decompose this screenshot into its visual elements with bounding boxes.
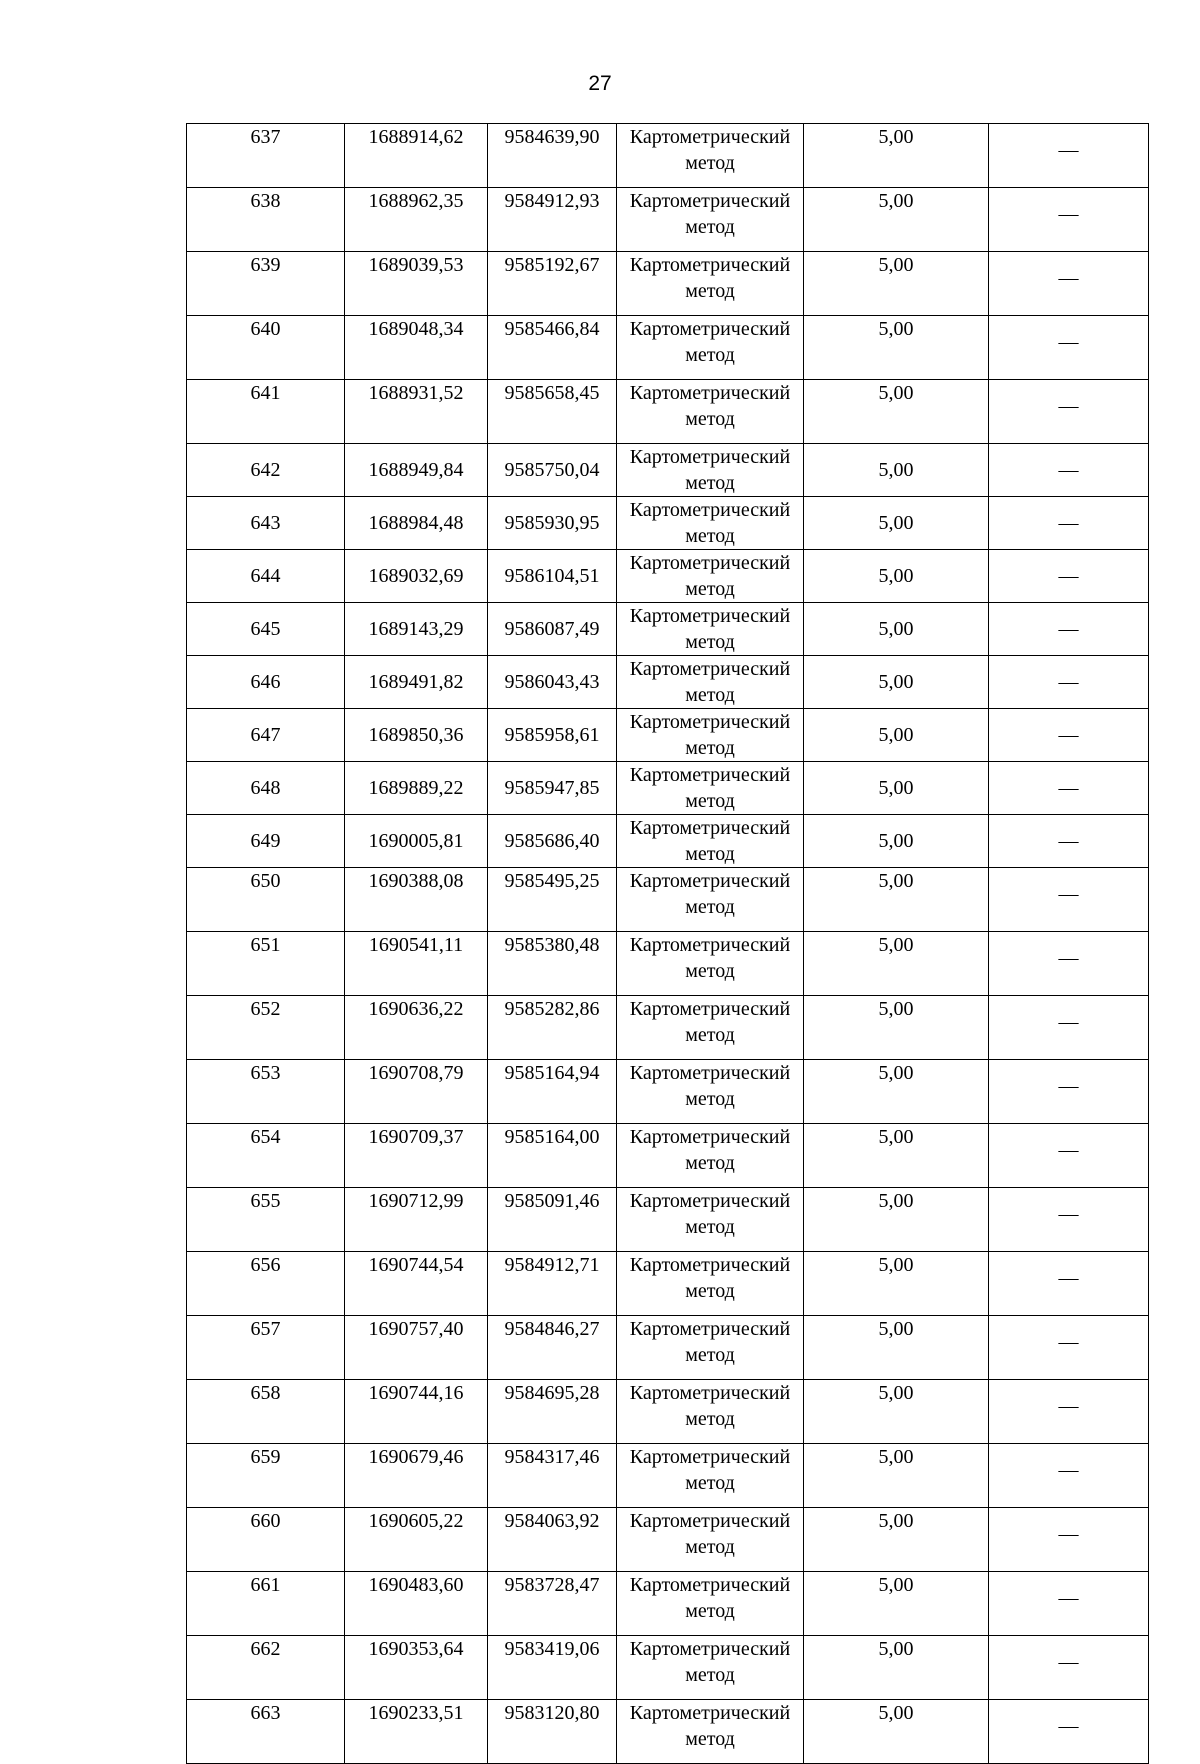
note-cell [989, 1380, 1149, 1444]
table-row [187, 1060, 1149, 1124]
y-coordinate-cell: 9584912,93 [488, 188, 617, 252]
coordinates-table [186, 123, 1149, 1764]
em-dash: — [1058, 883, 1079, 905]
method-cell: Картометрический метод [617, 1060, 804, 1124]
precision-cell: 5,00 [804, 497, 989, 550]
y-coordinate-cell: 9583120,80 [488, 1700, 617, 1764]
em-dash: — [1058, 1139, 1079, 1161]
method-cell: Картометрический метод [617, 1572, 804, 1636]
y-coordinate-cell: 9585164,00 [488, 1124, 617, 1188]
x-coordinate-cell: 1689048,34 [345, 316, 488, 380]
method-cell: Картометрический метод [617, 550, 804, 603]
x-coordinate-cell: 1690541,11 [345, 932, 488, 996]
note-cell [989, 868, 1149, 932]
precision-cell: 5,00 [804, 996, 989, 1060]
em-dash: — [1058, 1075, 1079, 1097]
x-coordinate-cell: 1690712,99 [345, 1188, 488, 1252]
point-number-cell: 641 [187, 380, 345, 444]
y-coordinate-cell: 9585947,85 [488, 762, 617, 815]
precision-cell: 5,00 [804, 1124, 989, 1188]
table-row [187, 1380, 1149, 1444]
precision-cell: 5,00 [804, 380, 989, 444]
precision-cell: 5,00 [804, 932, 989, 996]
y-coordinate-cell: 9584846,27 [488, 1316, 617, 1380]
x-coordinate-cell: 1690605,22 [345, 1508, 488, 1572]
precision-cell: 5,00 [804, 316, 989, 380]
point-number-cell: 658 [187, 1380, 345, 1444]
point-number-cell: 653 [187, 1060, 345, 1124]
table-row [187, 656, 1149, 709]
precision-cell: 5,00 [804, 1060, 989, 1124]
note-cell [989, 1636, 1149, 1700]
x-coordinate-cell: 1690233,51 [345, 1700, 488, 1764]
x-coordinate-cell: 1690636,22 [345, 996, 488, 1060]
em-dash: — [1058, 777, 1079, 799]
x-coordinate-cell: 1688949,84 [345, 444, 488, 497]
method-cell: Картометрический метод [617, 1380, 804, 1444]
precision-cell: 5,00 [804, 188, 989, 252]
em-dash: — [1058, 724, 1079, 746]
em-dash: — [1058, 618, 1079, 640]
note-cell [989, 1060, 1149, 1124]
note-cell [989, 996, 1149, 1060]
table-row [187, 1444, 1149, 1508]
note-cell [989, 932, 1149, 996]
em-dash: — [1058, 671, 1079, 693]
note-cell [989, 603, 1149, 656]
y-coordinate-cell: 9586104,51 [488, 550, 617, 603]
note-cell [989, 124, 1149, 188]
point-number-cell: 654 [187, 1124, 345, 1188]
x-coordinate-cell: 1689039,53 [345, 252, 488, 316]
table-row [187, 1124, 1149, 1188]
point-number-cell: 661 [187, 1572, 345, 1636]
point-number-cell: 657 [187, 1316, 345, 1380]
note-cell [989, 1124, 1149, 1188]
x-coordinate-cell: 1690744,54 [345, 1252, 488, 1316]
note-cell [989, 252, 1149, 316]
precision-cell: 5,00 [804, 1316, 989, 1380]
table-row [187, 815, 1149, 868]
note-cell [989, 1252, 1149, 1316]
x-coordinate-cell: 1690709,37 [345, 1124, 488, 1188]
em-dash: — [1058, 565, 1079, 587]
precision-cell: 5,00 [804, 124, 989, 188]
note-cell [989, 815, 1149, 868]
precision-cell: 5,00 [804, 252, 989, 316]
x-coordinate-cell: 1688931,52 [345, 380, 488, 444]
method-cell: Картометрический метод [617, 1124, 804, 1188]
note-cell [989, 380, 1149, 444]
method-cell: Картометрический метод [617, 762, 804, 815]
method-cell: Картометрический метод [617, 252, 804, 316]
x-coordinate-cell: 1689850,36 [345, 709, 488, 762]
point-number-cell: 663 [187, 1700, 345, 1764]
x-coordinate-cell: 1690483,60 [345, 1572, 488, 1636]
point-number-cell: 649 [187, 815, 345, 868]
y-coordinate-cell: 9585282,86 [488, 996, 617, 1060]
method-cell: Картометрический метод [617, 380, 804, 444]
note-cell [989, 1316, 1149, 1380]
point-number-cell: 659 [187, 1444, 345, 1508]
note-cell [989, 1508, 1149, 1572]
y-coordinate-cell: 9585930,95 [488, 497, 617, 550]
method-cell: Картометрический метод [617, 1444, 804, 1508]
y-coordinate-cell: 9585958,61 [488, 709, 617, 762]
em-dash: — [1058, 830, 1079, 852]
note-cell [989, 656, 1149, 709]
method-cell: Картометрический метод [617, 124, 804, 188]
method-cell: Картометрический метод [617, 656, 804, 709]
x-coordinate-cell: 1690388,08 [345, 868, 488, 932]
y-coordinate-cell: 9585164,94 [488, 1060, 617, 1124]
x-coordinate-cell: 1690757,40 [345, 1316, 488, 1380]
precision-cell: 5,00 [804, 656, 989, 709]
method-cell: Картометрический метод [617, 497, 804, 550]
y-coordinate-cell: 9585686,40 [488, 815, 617, 868]
y-coordinate-cell: 9583728,47 [488, 1572, 617, 1636]
precision-cell: 5,00 [804, 1572, 989, 1636]
em-dash: — [1058, 1523, 1079, 1545]
table-row [187, 444, 1149, 497]
precision-cell: 5,00 [804, 444, 989, 497]
point-number-cell: 642 [187, 444, 345, 497]
method-cell: Картометрический метод [617, 316, 804, 380]
point-number-cell: 639 [187, 252, 345, 316]
table-row [187, 762, 1149, 815]
precision-cell: 5,00 [804, 762, 989, 815]
x-coordinate-cell: 1690353,64 [345, 1636, 488, 1700]
method-cell: Картометрический метод [617, 709, 804, 762]
point-number-cell: 660 [187, 1508, 345, 1572]
table-row [187, 124, 1149, 188]
precision-cell: 5,00 [804, 868, 989, 932]
y-coordinate-cell: 9584639,90 [488, 124, 617, 188]
method-cell: Картометрический метод [617, 996, 804, 1060]
point-number-cell: 662 [187, 1636, 345, 1700]
coordinates-table-body [187, 124, 1149, 1764]
x-coordinate-cell: 1690744,16 [345, 1380, 488, 1444]
y-coordinate-cell: 9585495,25 [488, 868, 617, 932]
x-coordinate-cell: 1690679,46 [345, 1444, 488, 1508]
y-coordinate-cell: 9585380,48 [488, 932, 617, 996]
point-number-cell: 645 [187, 603, 345, 656]
y-coordinate-cell: 9583419,06 [488, 1636, 617, 1700]
table-row [187, 1316, 1149, 1380]
em-dash: — [1058, 1395, 1079, 1417]
point-number-cell: 651 [187, 932, 345, 996]
y-coordinate-cell: 9585091,46 [488, 1188, 617, 1252]
x-coordinate-cell: 1689143,29 [345, 603, 488, 656]
table-row [187, 603, 1149, 656]
precision-cell: 5,00 [804, 1444, 989, 1508]
table-row [187, 550, 1149, 603]
em-dash: — [1058, 1587, 1079, 1609]
x-coordinate-cell: 1688984,48 [345, 497, 488, 550]
table-row [187, 996, 1149, 1060]
precision-cell: 5,00 [804, 1188, 989, 1252]
table-row [187, 932, 1149, 996]
precision-cell: 5,00 [804, 603, 989, 656]
method-cell: Картометрический метод [617, 188, 804, 252]
point-number-cell: 650 [187, 868, 345, 932]
method-cell: Картометрический метод [617, 1316, 804, 1380]
em-dash: — [1058, 267, 1079, 289]
method-cell: Картометрический метод [617, 1508, 804, 1572]
table-row [187, 1252, 1149, 1316]
table-row [187, 1508, 1149, 1572]
table-row [187, 188, 1149, 252]
x-coordinate-cell: 1689889,22 [345, 762, 488, 815]
point-number-cell: 648 [187, 762, 345, 815]
y-coordinate-cell: 9584695,28 [488, 1380, 617, 1444]
note-cell [989, 762, 1149, 815]
method-cell: Картометрический метод [617, 1636, 804, 1700]
em-dash: — [1058, 1331, 1079, 1353]
point-number-cell: 652 [187, 996, 345, 1060]
precision-cell: 5,00 [804, 1252, 989, 1316]
y-coordinate-cell: 9585466,84 [488, 316, 617, 380]
method-cell: Картометрический метод [617, 1188, 804, 1252]
precision-cell: 5,00 [804, 815, 989, 868]
table-row [187, 1636, 1149, 1700]
note-cell [989, 550, 1149, 603]
em-dash: — [1058, 947, 1079, 969]
note-cell [989, 188, 1149, 252]
point-number-cell: 638 [187, 188, 345, 252]
x-coordinate-cell: 1688914,62 [345, 124, 488, 188]
y-coordinate-cell: 9585192,67 [488, 252, 617, 316]
note-cell [989, 444, 1149, 497]
point-number-cell: 637 [187, 124, 345, 188]
point-number-cell: 646 [187, 656, 345, 709]
method-cell: Картометрический метод [617, 1700, 804, 1764]
em-dash: — [1058, 139, 1079, 161]
em-dash: — [1058, 1715, 1079, 1737]
point-number-cell: 647 [187, 709, 345, 762]
precision-cell: 5,00 [804, 1508, 989, 1572]
method-cell: Картометрический метод [617, 868, 804, 932]
em-dash: — [1058, 512, 1079, 534]
y-coordinate-cell: 9585658,45 [488, 380, 617, 444]
y-coordinate-cell: 9585750,04 [488, 444, 617, 497]
em-dash: — [1058, 1651, 1079, 1673]
page-number: 27 [588, 72, 612, 95]
note-cell [989, 497, 1149, 550]
table-row [187, 1572, 1149, 1636]
table-row [187, 709, 1149, 762]
note-cell [989, 1700, 1149, 1764]
method-cell: Картометрический метод [617, 444, 804, 497]
x-coordinate-cell: 1690708,79 [345, 1060, 488, 1124]
precision-cell: 5,00 [804, 1636, 989, 1700]
method-cell: Картометрический метод [617, 1252, 804, 1316]
em-dash: — [1058, 331, 1079, 353]
table-row [187, 1700, 1149, 1764]
precision-cell: 5,00 [804, 1380, 989, 1444]
em-dash: — [1058, 203, 1079, 225]
x-coordinate-cell: 1690005,81 [345, 815, 488, 868]
em-dash: — [1058, 1011, 1079, 1033]
precision-cell: 5,00 [804, 709, 989, 762]
y-coordinate-cell: 9584063,92 [488, 1508, 617, 1572]
note-cell [989, 1188, 1149, 1252]
table-row [187, 868, 1149, 932]
em-dash: — [1058, 459, 1079, 481]
x-coordinate-cell: 1689032,69 [345, 550, 488, 603]
table-row [187, 497, 1149, 550]
table-row [187, 252, 1149, 316]
em-dash: — [1058, 1203, 1079, 1225]
y-coordinate-cell: 9584912,71 [488, 1252, 617, 1316]
em-dash: — [1058, 1459, 1079, 1481]
x-coordinate-cell: 1688962,35 [345, 188, 488, 252]
note-cell [989, 316, 1149, 380]
table-row [187, 316, 1149, 380]
note-cell [989, 709, 1149, 762]
method-cell: Картометрический метод [617, 815, 804, 868]
note-cell [989, 1572, 1149, 1636]
point-number-cell: 640 [187, 316, 345, 380]
table-row [187, 1188, 1149, 1252]
table-row [187, 380, 1149, 444]
x-coordinate-cell: 1689491,82 [345, 656, 488, 709]
method-cell: Картометрический метод [617, 603, 804, 656]
point-number-cell: 644 [187, 550, 345, 603]
y-coordinate-cell: 9586043,43 [488, 656, 617, 709]
precision-cell: 5,00 [804, 550, 989, 603]
point-number-cell: 656 [187, 1252, 345, 1316]
em-dash: — [1058, 1267, 1079, 1289]
note-cell [989, 1444, 1149, 1508]
y-coordinate-cell: 9586087,49 [488, 603, 617, 656]
em-dash: — [1058, 395, 1079, 417]
y-coordinate-cell: 9584317,46 [488, 1444, 617, 1508]
precision-cell: 5,00 [804, 1700, 989, 1764]
method-cell: Картометрический метод [617, 932, 804, 996]
point-number-cell: 655 [187, 1188, 345, 1252]
point-number-cell: 643 [187, 497, 345, 550]
